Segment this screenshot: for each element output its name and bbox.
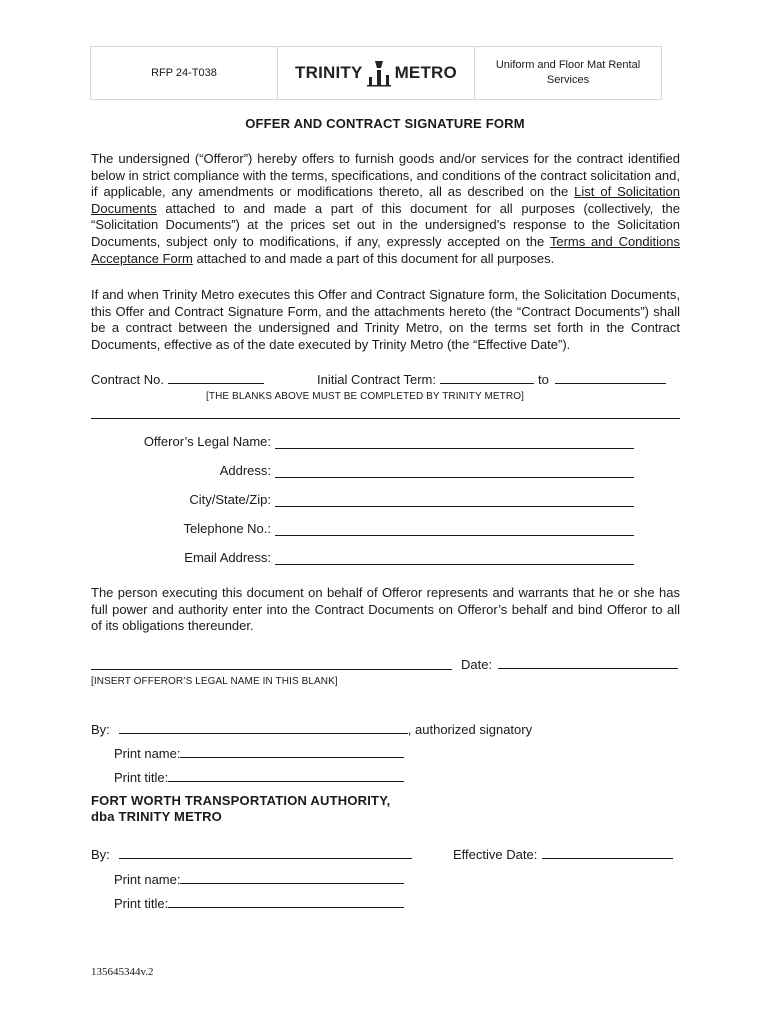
authority-print-title-label: Print title: <box>114 896 169 911</box>
authority-by-row <box>91 846 412 862</box>
form-title: OFFER AND CONTRACT SIGNATURE FORM <box>245 116 525 131</box>
document-header <box>90 46 662 100</box>
solicitation-documents-link[interactable]: List of Solicitation Documents <box>91 184 680 216</box>
project-title-line1: Uniform and Floor Mat Rental <box>495 59 641 71</box>
address-label: Address: <box>219 463 271 478</box>
offeror-date-field[interactable] <box>498 656 678 669</box>
offeror-legal-name-field[interactable] <box>275 448 634 449</box>
print-title-label: Print title: <box>114 770 169 785</box>
execution-paragraph: If and when Trinity Metro executes this Offer and Contract Signature form, the Solicitation Documents, this Offer and Contract Signature Form, and the attachments hereto (the “Contract Documents”) shall be a contract between the undersigned and Trinity Metro, on the terms set forth in the Contract Documents, effective as of the date executed by Trinity Metro (the “Effective Date”). <box>91 287 680 352</box>
effective-date-row <box>453 846 673 862</box>
authority-signature-field[interactable] <box>119 846 412 859</box>
authorized-signatory-text: , authorized signatory <box>407 722 533 737</box>
email-label: Email Address: <box>184 550 271 565</box>
terms-acceptance-link[interactable]: Terms and Conditions Acceptance Form <box>91 233 680 266</box>
offeror-by-row <box>91 721 532 737</box>
project-title-line2: Services <box>546 74 590 86</box>
term-end-field[interactable] <box>555 371 666 384</box>
authority-paragraph: The person executing this document on behalf of Offeror represents and warrants that he or she has full power and authority enter into the Contract Documents on Offeror’s behalf and bind Offeror to all of its obligations thereunder. <box>91 585 680 634</box>
offer-text-part1: The undersigned (“Offeror”) hereby offers to furnish goods and/or services for the contract identified below in strict compliance with the terms, specifications, and conditions of the contract solicitation and, if applicable, any amendments or modifications thereto, all as described on the <box>91 151 680 200</box>
offer-text-part2: attached to and made a part of this document for all purposes (collectively, the “Solicitation Documents”) at the prices set out in the undersigned’s response to the Solicitation Documents, subject only to modifications, if any, expressly accepted on the <box>91 200 680 249</box>
offeror-date-row <box>461 656 678 672</box>
authority-print-name-field[interactable] <box>180 871 404 884</box>
trinity-metro-logo <box>278 47 475 99</box>
document-id: 135645344v.2 <box>91 966 154 978</box>
offeror-name-field[interactable] <box>91 669 452 670</box>
authority-name-line1: FORT WORTH TRANSPORTATION AUTHORITY, <box>91 793 391 808</box>
email-field[interactable] <box>275 564 634 565</box>
to-label: to <box>537 372 549 387</box>
offeror-print-title-row <box>114 769 404 785</box>
offer-text-part3: attached to and made a part of this document for all purposes. <box>192 250 555 266</box>
contract-no-field[interactable] <box>168 371 264 384</box>
city-state-zip-label: City/State/Zip: <box>189 492 271 507</box>
logo-mark-icon <box>366 59 392 87</box>
offeror-legal-name-label: Offeror’s Legal Name: <box>143 434 271 449</box>
offeror-print-title-field[interactable] <box>168 769 404 782</box>
offeror-print-name-row <box>114 745 404 761</box>
project-title <box>475 47 661 99</box>
rfp-number: RFP 24-T038 <box>91 47 278 99</box>
offer-paragraph <box>91 151 680 267</box>
print-name-label: Print name: <box>114 746 181 761</box>
divider-line <box>91 418 680 419</box>
effective-date-field[interactable] <box>542 846 673 859</box>
initial-term-label: Initial Contract Term: <box>317 372 436 387</box>
address-field[interactable] <box>275 477 634 478</box>
logo-text-left: TRINITY <box>295 63 363 82</box>
authority-print-name-row <box>114 871 404 887</box>
offeror-signature-field[interactable] <box>119 721 408 734</box>
offeror-name-note: [INSERT OFFEROR’S LEGAL NAME IN THIS BLANK] <box>91 676 338 687</box>
blanks-note: [THE BLANKS ABOVE MUST BE COMPLETED BY TRINITY METRO] <box>206 391 524 402</box>
logo-text-right: METRO <box>394 63 457 82</box>
authority-print-title-row <box>114 895 404 911</box>
telephone-label: Telephone No.: <box>183 521 271 536</box>
authority-print-title-field[interactable] <box>168 895 404 908</box>
offeror-print-name-field[interactable] <box>180 745 404 758</box>
effective-date-label: Effective Date: <box>453 847 538 862</box>
authority-by-label: By: <box>91 847 110 862</box>
contract-no-label: Contract No. <box>91 372 164 387</box>
contract-term-row <box>317 371 666 387</box>
telephone-field[interactable] <box>275 535 634 536</box>
city-state-zip-field[interactable] <box>275 506 634 507</box>
authority-print-name-label: Print name: <box>114 872 181 887</box>
authority-name-line2: dba TRINITY METRO <box>91 809 222 824</box>
date-label: Date: <box>461 657 493 672</box>
term-start-field[interactable] <box>440 371 534 384</box>
contract-number-row <box>91 371 264 387</box>
by-label: By: <box>91 722 110 737</box>
